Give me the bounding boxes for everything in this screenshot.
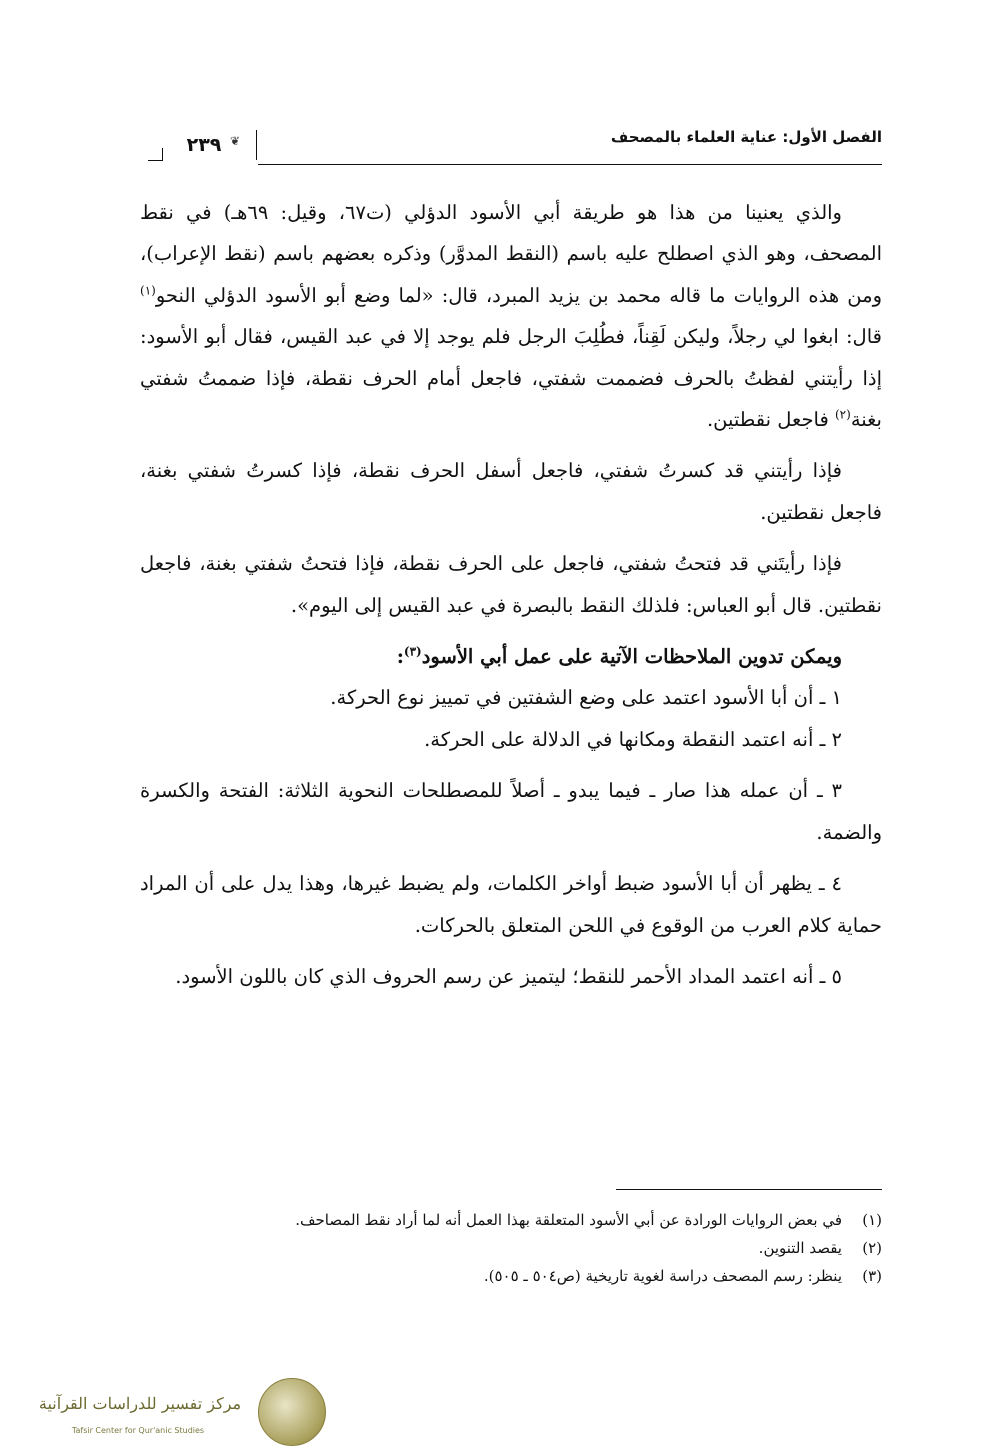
list-item: ٤ ـ يظهر أن أبا الأسود ضبط أواخر الكلمات، ولم يضبط غيرها، وهذا يدل على أن المراد حماية كلام العرب من الوقوع في اللحن المتعلق بالحركات. [140,872,882,937]
footnote [150,1262,882,1290]
header-rule [258,164,882,165]
footnote-text: في بعض الروايات الورادة عن أبي الأسود المتعلقة بهذا العمل أنه لما أراد نقط المصاحف. [295,1211,842,1229]
footnote-number: (٣) [862,1267,882,1285]
list-item: ٢ ـ أنه اعتمد النقطة ومكانها في الدلالة على الحركة. [424,727,842,751]
list-item: ١ ـ أن أبا الأسود اعتمد على وضع الشفتين في تمييز نوع الحركة. [330,686,842,710]
page-header [140,124,882,168]
footnote-ref[interactable]: (٢) [834,407,851,422]
publisher-logo [10,1378,340,1448]
footnote-text: ينظر: رسم المصحف دراسة لغوية تاريخية (ص٥٠٤ ـ ٥٠٥). [483,1267,842,1285]
ornament-icon: ❦ [230,134,241,148]
page-number: ٢٣٩ [186,134,222,156]
list-item: ٣ ـ أن عمله هذا صار ـ فيما يبدو ـ أصلاً للمصطلحات النحوية الثلاثة: الفتحة والكسرة والضمة. [140,779,882,844]
page-number-box [148,130,248,166]
footnote [150,1234,882,1262]
text: ويمكن تدوين الملاحظات الآتية على عمل أبي الأسود [421,645,842,669]
footnotes [150,1206,882,1290]
footnote-ref[interactable]: (١) [140,283,156,298]
footnote [150,1206,882,1234]
text: فاجعل نقطتين. [706,408,835,432]
chapter-title: الفصل الأول: عناية العلماء بالمصحف [610,128,882,146]
text: والذي يعنينا من هذا هو طريقة أبي الأسود الدؤلي (ت٦٧، وقيل: ٦٩هـ) في نقط المصحف، وهو الذي اصطلح عليه باسم (النقط المدوَّر) وذكره بعضهم باسم (نقط الإعراب)، ومن هذه الروايات ما قاله محمد بن يزيد المبرد، قال: «لما وضع أبو الأسود الدؤلي النحو [140,201,882,307]
box-line [162,148,163,161]
box-line [148,160,162,161]
paragraph [140,192,882,440]
text: قال: ابغوا لي رجلاً، وليكن لَقِناً، فطُلِبَ الرجل فلم يوجد إلا في عبد القيس، فقال أبو الأسود: إذا رأيتني لفظتُ بالحرف فضممت شفتي، فاجعل أمام الحرف نقطة، فإذا ضممتُ شفتي بغنة [140,325,882,432]
footnote-number: (١) [862,1211,882,1229]
box-line [256,130,257,160]
paragraph: فإذا رأيتني قد كسرتُ شفتي، فاجعل أسفل الحرف نقطة، فإذا كسرتُ شفتي بغنة، فاجعل نقطتين. [140,459,882,524]
list-item: ٥ ـ أنه اعتمد المداد الأحمر للنقط؛ ليتميز عن رسم الحروف الذي كان باللون الأسود. [175,964,842,988]
footnote-number: (٢) [862,1239,882,1257]
paragraph: فإذا رأيتَني قد فتحتُ شفتي، فاجعل على الحرف نقطة، فإذا فتحتُ شفتي بغنة، فاجعل نقطتين. قال أبو العباس: فلذلك النقط بالبصرة في عبد القيس إلى اليوم». [140,552,882,617]
footnote-rule [616,1189,882,1190]
paragraph-heading [140,636,882,677]
text: : [396,645,404,669]
main-text [140,192,882,1007]
globe-logo-icon [258,1378,326,1446]
logo-english-text: Tafsir Center for Qur'anic Studies [71,1426,205,1435]
footnote-ref[interactable]: (٣) [403,644,422,659]
footnote-text: يقصد التنوين. [758,1239,842,1257]
logo-arabic-text: مركز تفسير للدراسات القرآنية [38,1394,242,1413]
